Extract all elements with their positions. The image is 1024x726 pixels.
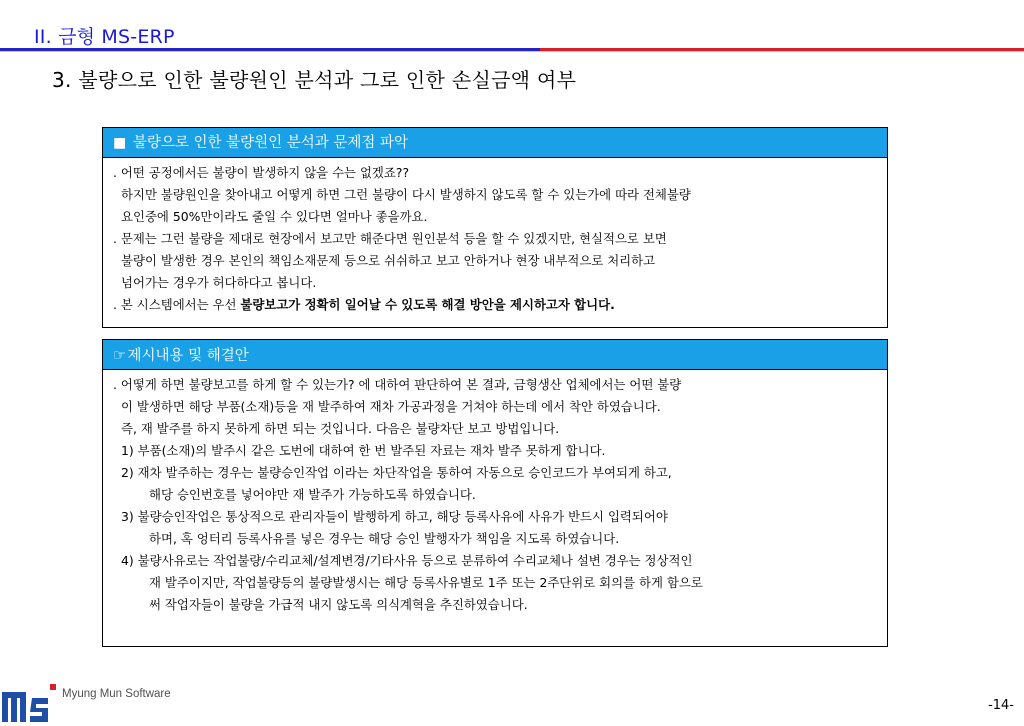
body-line: . 문제는 그런 불량을 제대로 현장에서 보고만 해준다면 원인분석 등을 할 수 있겠지만, 현실적으로 보면 [113,231,667,246]
ms-logo-icon [2,684,58,722]
section-title: 3. 불량으로 인한 불량원인 분석과 그로 인한 손실금액 여부 [52,68,577,92]
body-line: 재 발주이지만, 작업불량등의 불량발생시는 해당 등록사유별로 1주 또는 2주단위로 회의를 하게 함으로 [149,575,703,590]
body-line: 넘어가는 경우가 허다하다고 봅니다. [121,275,317,290]
problem-analysis-heading [103,128,887,158]
body-line: 2) 재차 발주하는 경우는 불량승인작업 이라는 차단작업을 통하여 자동으로 승인코드가 부여되게 하고, [121,465,672,480]
body-line: 써 작업자들이 불량을 가급적 내지 않도록 의식계혁을 추진하였습니다. [149,597,528,612]
page-number: -14- [988,698,1014,713]
body-line: 하지만 불량원인을 찾아내고 어떻게 하면 그런 불량이 다시 발생하지 않도록 할 수 있는가에 따라 전체불량 [121,187,691,202]
solution-heading-text: 제시내용 및 해결안 [127,348,249,364]
body-line: 해당 승인번호를 넣어야만 재 발주가 가능하도록 하였습니다. [149,487,476,502]
solution-box [102,339,888,647]
body-line: 즉, 재 발주를 하지 못하게 하면 되는 것입니다. 다음은 불량차단 보고 방법입니다. [121,421,560,436]
body-line: . 어떻게 하면 불량보고를 하게 할 수 있는가? 에 대하여 판단하여 본 결과, 금형생산 업체에서는 어떤 불량 [113,377,682,392]
body-line: 4) 불량사유로는 작업불량/수리교체/설계변경/기타사유 등으로 분류하여 수리교체나 설변 경우는 정상적인 [121,553,693,568]
pointing-hand-icon: ☞ [113,346,127,364]
body-line-prefix: . 본 시스템에서는 우선 [113,297,241,312]
solution-heading [103,340,887,370]
company-name: Myung Mun Software [62,688,171,700]
page-header-title: II. 금형 MS-ERP [34,26,175,48]
problem-analysis-heading-text: 불량으로 인한 불량원인 분석과 문제점 파악 [132,135,409,151]
body-line: 1) 부품(소재)의 발주시 같은 도번에 대하여 한 번 발주된 자료는 재차 발주 못하게 합니다. [121,443,606,458]
header-rule-gray [0,51,1024,52]
problem-analysis-body [103,158,887,316]
solution-body [103,370,887,616]
body-line: 하며, 혹 엉터리 등록사유를 넣은 경우는 해당 승인 발행자가 책임을 지도록 하였습니다. [149,531,620,546]
body-line: 3) 불량승인작업은 통상적으로 관리자들이 발행하게 하고, 해당 등록사유에 사유가 반드시 입력되어야 [121,509,668,524]
body-line-emphasis: 불량보고가 정확히 일어날 수 있도록 해결 방안을 제시하고자 합니다. [240,297,615,312]
square-bullet-icon: ■ [113,135,127,151]
problem-analysis-box [102,127,888,328]
body-line: . 어떤 공정에서든 불량이 발생하지 않을 수는 없겠죠?? [113,165,410,180]
body-line-last [113,294,879,316]
body-line: 불량이 발생한 경우 본인의 책임소재문제 등으로 쉬쉬하고 보고 안하거나 현장 내부적으로 처리하고 [121,253,656,268]
body-line: 이 발생하면 해당 부품(소재)등을 재 발주하여 재차 가공과정을 거쳐야 하는데 에서 착안 하였습니다. [121,399,661,414]
body-line: 요인중에 50%만이라도 줄일 수 있다면 얼마나 좋을까요. [121,209,428,224]
